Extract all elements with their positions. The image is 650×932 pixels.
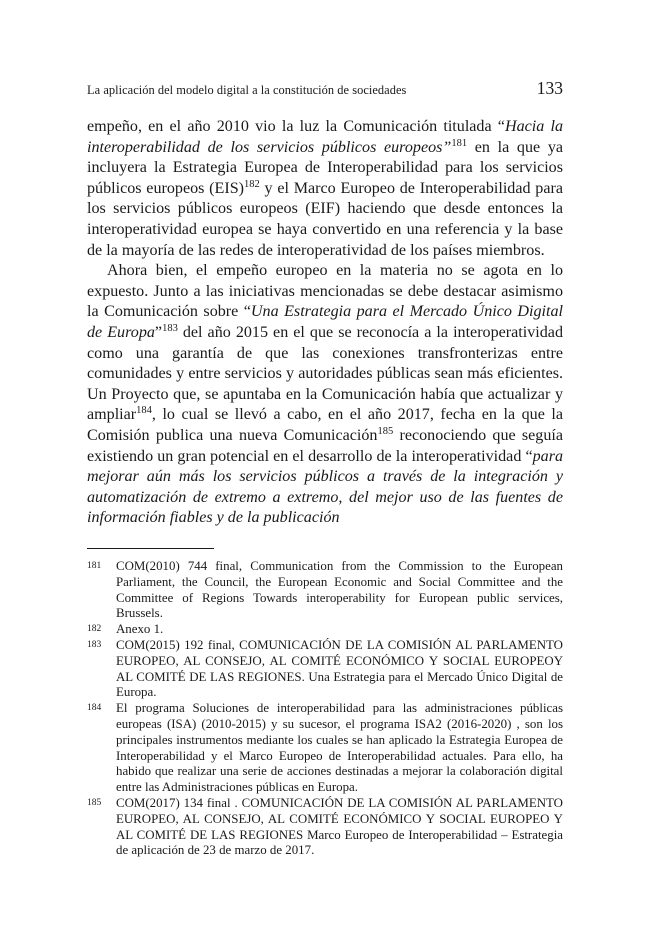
page-header [87,78,563,99]
footnote-text: COM(2017) 134 final . COMUNICACIÓN DE LA COMISIÓN AL PARLAMENTO EUROPEO, AL CONSEJO, AL COMITÉ ECONÓMICO Y SOCIAL EUROPEO Y AL COMITÉ DE LAS REGIONES Marco Europeo de Interoperabilidad – Estrategia de aplicación de 23 de marzo de 2017. [116,795,563,858]
footnote-number: 184 [87,703,102,714]
paragraph-text: ” [154,323,163,341]
footnote-ref-183: 183 [162,322,178,334]
footnote-number: 181 [87,561,102,571]
footnote-text: COM(2015) 192 final, COMUNICACIÓN DE LA COMISIÓN AL PARLAMENTO EUROPEO, AL CONSEJO, AL COMITÉ ECONÓMICO Y SOCIAL EUROPEOY AL COMITÉ DE LAS REGIONES. Una Estrategia para el Mercado Único Digital de Europa. [116,637,563,700]
paragraph-text: empeño, en el año 2010 vio la luz la Comunicación titulada “ [87,118,505,135]
footnote-185 [87,796,563,859]
paragraph-text: , lo cual se llevó a cabo, en el año 2017, fecha en la que la Comisión publica una nueva Comunicación [87,406,563,444]
paragraph-text: y el Marco Europeo de Interoperabilidad para los servicios públicos europeos (EIF) haciendo que desde entonces la interoperatividad europea se haya convertido en una referencia y la base de la mayoría de las redes de interoperatividad de los países miembros. [87,179,563,259]
footnote-ref-182: 182 [244,178,260,190]
paragraph-text: reconociendo que seguía existiendo un gran potencial en el desarrollo de la interoperatividad “ [87,426,564,465]
paragraph-text: en la que ya incluyera la Estrategia Europea de Interoperabilidad para los servicios públicos europeos (EIS) [87,138,564,197]
page-number: 133 [536,78,563,98]
footnote-ref-181: 181 [451,137,468,149]
paragraph-text: del año 2015 en el que se reconocía a la interoperatividad como una garantía de que las conexiones transfronterizas entre comunidades y entre servicios y autoridades públicas sean más eficientes. Un Proyecto que, se apuntaba en la Comunicación había que actualizar y ampliar [87,323,563,424]
main-text [87,117,563,529]
footnote-182 [87,622,563,638]
footnote-text: Anexo 1. [116,622,164,637]
paragraph-1 [87,117,563,261]
footnote-number: 182 [87,624,102,635]
running-title: La aplicación del modelo digital a la constitución de sociedades [87,83,407,97]
footnote-ref-185: 185 [377,425,394,437]
footnote-181 [87,559,563,622]
italic-title: Una Estrategia para el Mercado Único Digital de Europa [87,303,563,341]
italic-title: Hacia la interoperabilidad de los servicios públicos europeos” [87,118,564,156]
footnote-separator [87,548,214,549]
footnotes [87,559,563,859]
footnote-number: 183 [87,639,102,650]
italic-quote: para mejorar aún más los servicios públicos a través de la integración y automatización de extremo a extremo, del mejor uso de las fuentes de información fiables y de la publicación [87,447,563,527]
footnote-text: El programa Soluciones de interoperabilidad para las administraciones públicas europeas (ISA) (2010-2015) y su sucesor, el programa ISA2 (2016-2020) , son los principales instrumentos mediante los cuales se han aplicado la Estrategia Europea de Interoperabilidad y el Marco Europeo de Interoperabilidad actuales. Para ello, ha habido que realizar una serie de acciones destinadas a mejorar la colaboración digital entre las Administraciones públicas en Europa. [116,701,563,795]
footnote-183 [87,638,563,701]
footnote-184 [87,701,563,796]
paragraph-text: Ahora bien, el empeño europeo en la materia no se agota en lo expuesto. Junto a las iniciativas mencionadas se debe destacar asimismo la Comunicación sobre “ [87,262,563,321]
footnote-text: COM(2010) 744 final, Communication from the Commission to the European Parliament, the Council, the European Economic and Social Committee and the Committee of Regions Towards interoperability for European public services, Brussels. [116,559,563,621]
paragraph-2 [87,261,563,529]
footnote-ref-184: 184 [136,405,152,417]
footnote-number: 185 [87,797,102,808]
